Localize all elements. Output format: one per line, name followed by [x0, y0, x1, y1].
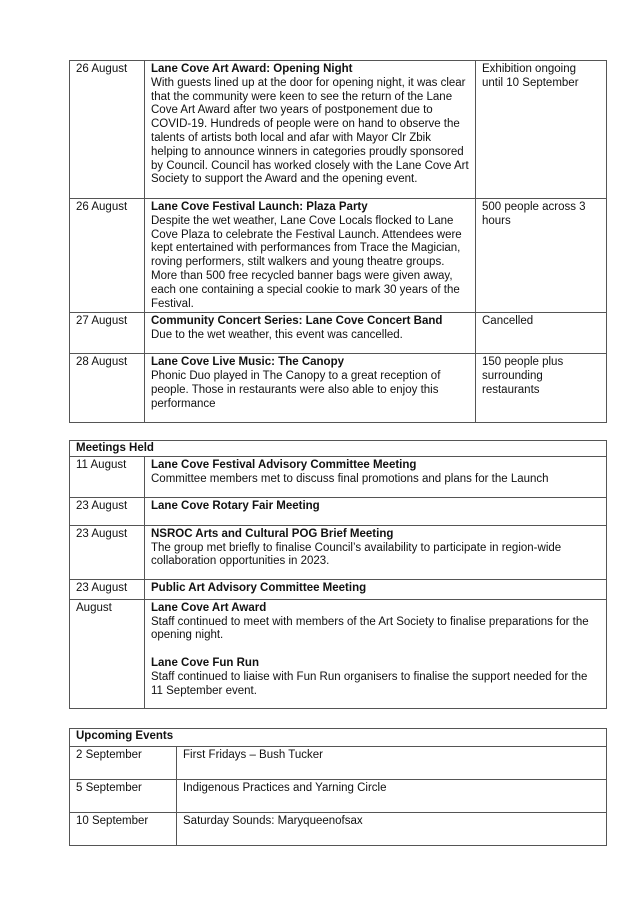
table-row [70, 779, 607, 812]
table-row [70, 599, 607, 708]
table-row [70, 497, 607, 525]
table-row [70, 61, 607, 199]
table-row [70, 579, 607, 599]
meeting-description: Staff continued to liaise with Fun Run organisers to finalise the support needed for the 11 September event. [151, 670, 588, 697]
table-header-row [70, 729, 607, 747]
meeting-details [145, 456, 607, 497]
meeting-date: 23 August [70, 525, 145, 579]
meetings-table [69, 440, 607, 709]
table-row [70, 199, 607, 313]
spacer [151, 643, 600, 657]
upcoming-date: 10 September [70, 812, 177, 845]
events-table [69, 60, 607, 423]
event-details [145, 199, 476, 313]
event-description: Despite the wet weather, Lane Cove Locals flocked to Lane Cove Plaza to celebrate the Festival Launch. Attendees were kept entertained with performances from Trace the Magician, roving performers, stilt walkers and young theatre groups. More than 500 free recycled banner bags were given away, each one containing a special cookie to mark 30 years of the Festival. [151, 214, 462, 310]
table-row [70, 746, 607, 779]
event-outcome: Exhibition ongoing until 10 September [476, 61, 607, 199]
event-outcome: 500 people across 3 hours [476, 199, 607, 313]
upcoming-header: Upcoming Events [70, 729, 607, 747]
meeting-details [145, 579, 607, 599]
table-row [70, 354, 607, 423]
event-outcome: Cancelled [476, 313, 607, 354]
event-description: Phonic Duo played in The Canopy to a great reception of people. Those in restaurants were also able to enjoy this performance [151, 370, 441, 410]
upcoming-event: Indigenous Practices and Yarning Circle [177, 779, 607, 812]
table-row [70, 812, 607, 845]
meeting-details [145, 497, 607, 525]
table-row [70, 456, 607, 497]
event-date: 27 August [70, 313, 145, 354]
event-title: Lane Cove Live Music: The Canopy [151, 356, 344, 369]
event-outcome: 150 people plus surrounding restaurants [476, 354, 607, 423]
upcoming-date: 2 September [70, 746, 177, 779]
upcoming-event: Saturday Sounds: Maryqueenofsax [177, 812, 607, 845]
meeting-date: 23 August [70, 579, 145, 599]
meeting-date: 11 August [70, 456, 145, 497]
event-details [145, 313, 476, 354]
meeting-date: August [70, 599, 145, 708]
meeting-title: Lane Cove Fun Run [151, 656, 259, 669]
meeting-details [145, 599, 607, 708]
event-title: Lane Cove Festival Launch: Plaza Party [151, 201, 368, 213]
upcoming-event: First Fridays – Bush Tucker [177, 746, 607, 779]
event-date: 26 August [70, 61, 145, 199]
meeting-description: The group met briefly to finalise Council’s availability to participate in region-wide collaboration opportunities in 2023. [151, 541, 562, 568]
meeting-description: Staff continued to meet with members of the Art Society to finalise preparations for the opening night. [151, 615, 589, 642]
table-row [70, 525, 607, 579]
event-date: 28 August [70, 354, 145, 423]
table-row [70, 313, 607, 354]
event-description: Due to the wet weather, this event was cancelled. [151, 329, 403, 342]
meeting-title: NSROC Arts and Cultural POG Brief Meeting [151, 527, 394, 540]
event-details [145, 354, 476, 423]
meeting-details [145, 525, 607, 579]
meeting-title: Public Art Advisory Committee Meeting [151, 581, 367, 594]
upcoming-events-table [69, 728, 607, 846]
event-title: Community Concert Series: Lane Cove Concert Band [151, 315, 443, 328]
meeting-date: 23 August [70, 497, 145, 525]
table-header-row [70, 441, 607, 457]
upcoming-date: 5 September [70, 779, 177, 812]
meeting-title: Lane Cove Rotary Fair Meeting [151, 499, 320, 512]
event-description: With guests lined up at the door for opening night, it was clear that the community were keen to see the return of the Lane Cove Art Award after two years of postponement due to COVID-19. Hundreds of people were on hand to observe the talents of artists both local and afar with Mayor Clr Zbik helping to announce winners in categories proudly sponsored by Council. Council has worked closely with the Lane Cove Art Society to support the Award and the opening event. [151, 76, 469, 186]
event-title: Lane Cove Art Award: Opening Night [151, 63, 353, 75]
meeting-description: Committee members met to discuss final promotions and plans for the Launch [151, 472, 549, 485]
meeting-title: Lane Cove Art Award [151, 601, 267, 614]
event-date: 26 August [70, 199, 145, 313]
meetings-header: Meetings Held [70, 441, 607, 457]
meeting-title: Lane Cove Festival Advisory Committee Meeting [151, 458, 417, 471]
event-details [145, 61, 476, 199]
